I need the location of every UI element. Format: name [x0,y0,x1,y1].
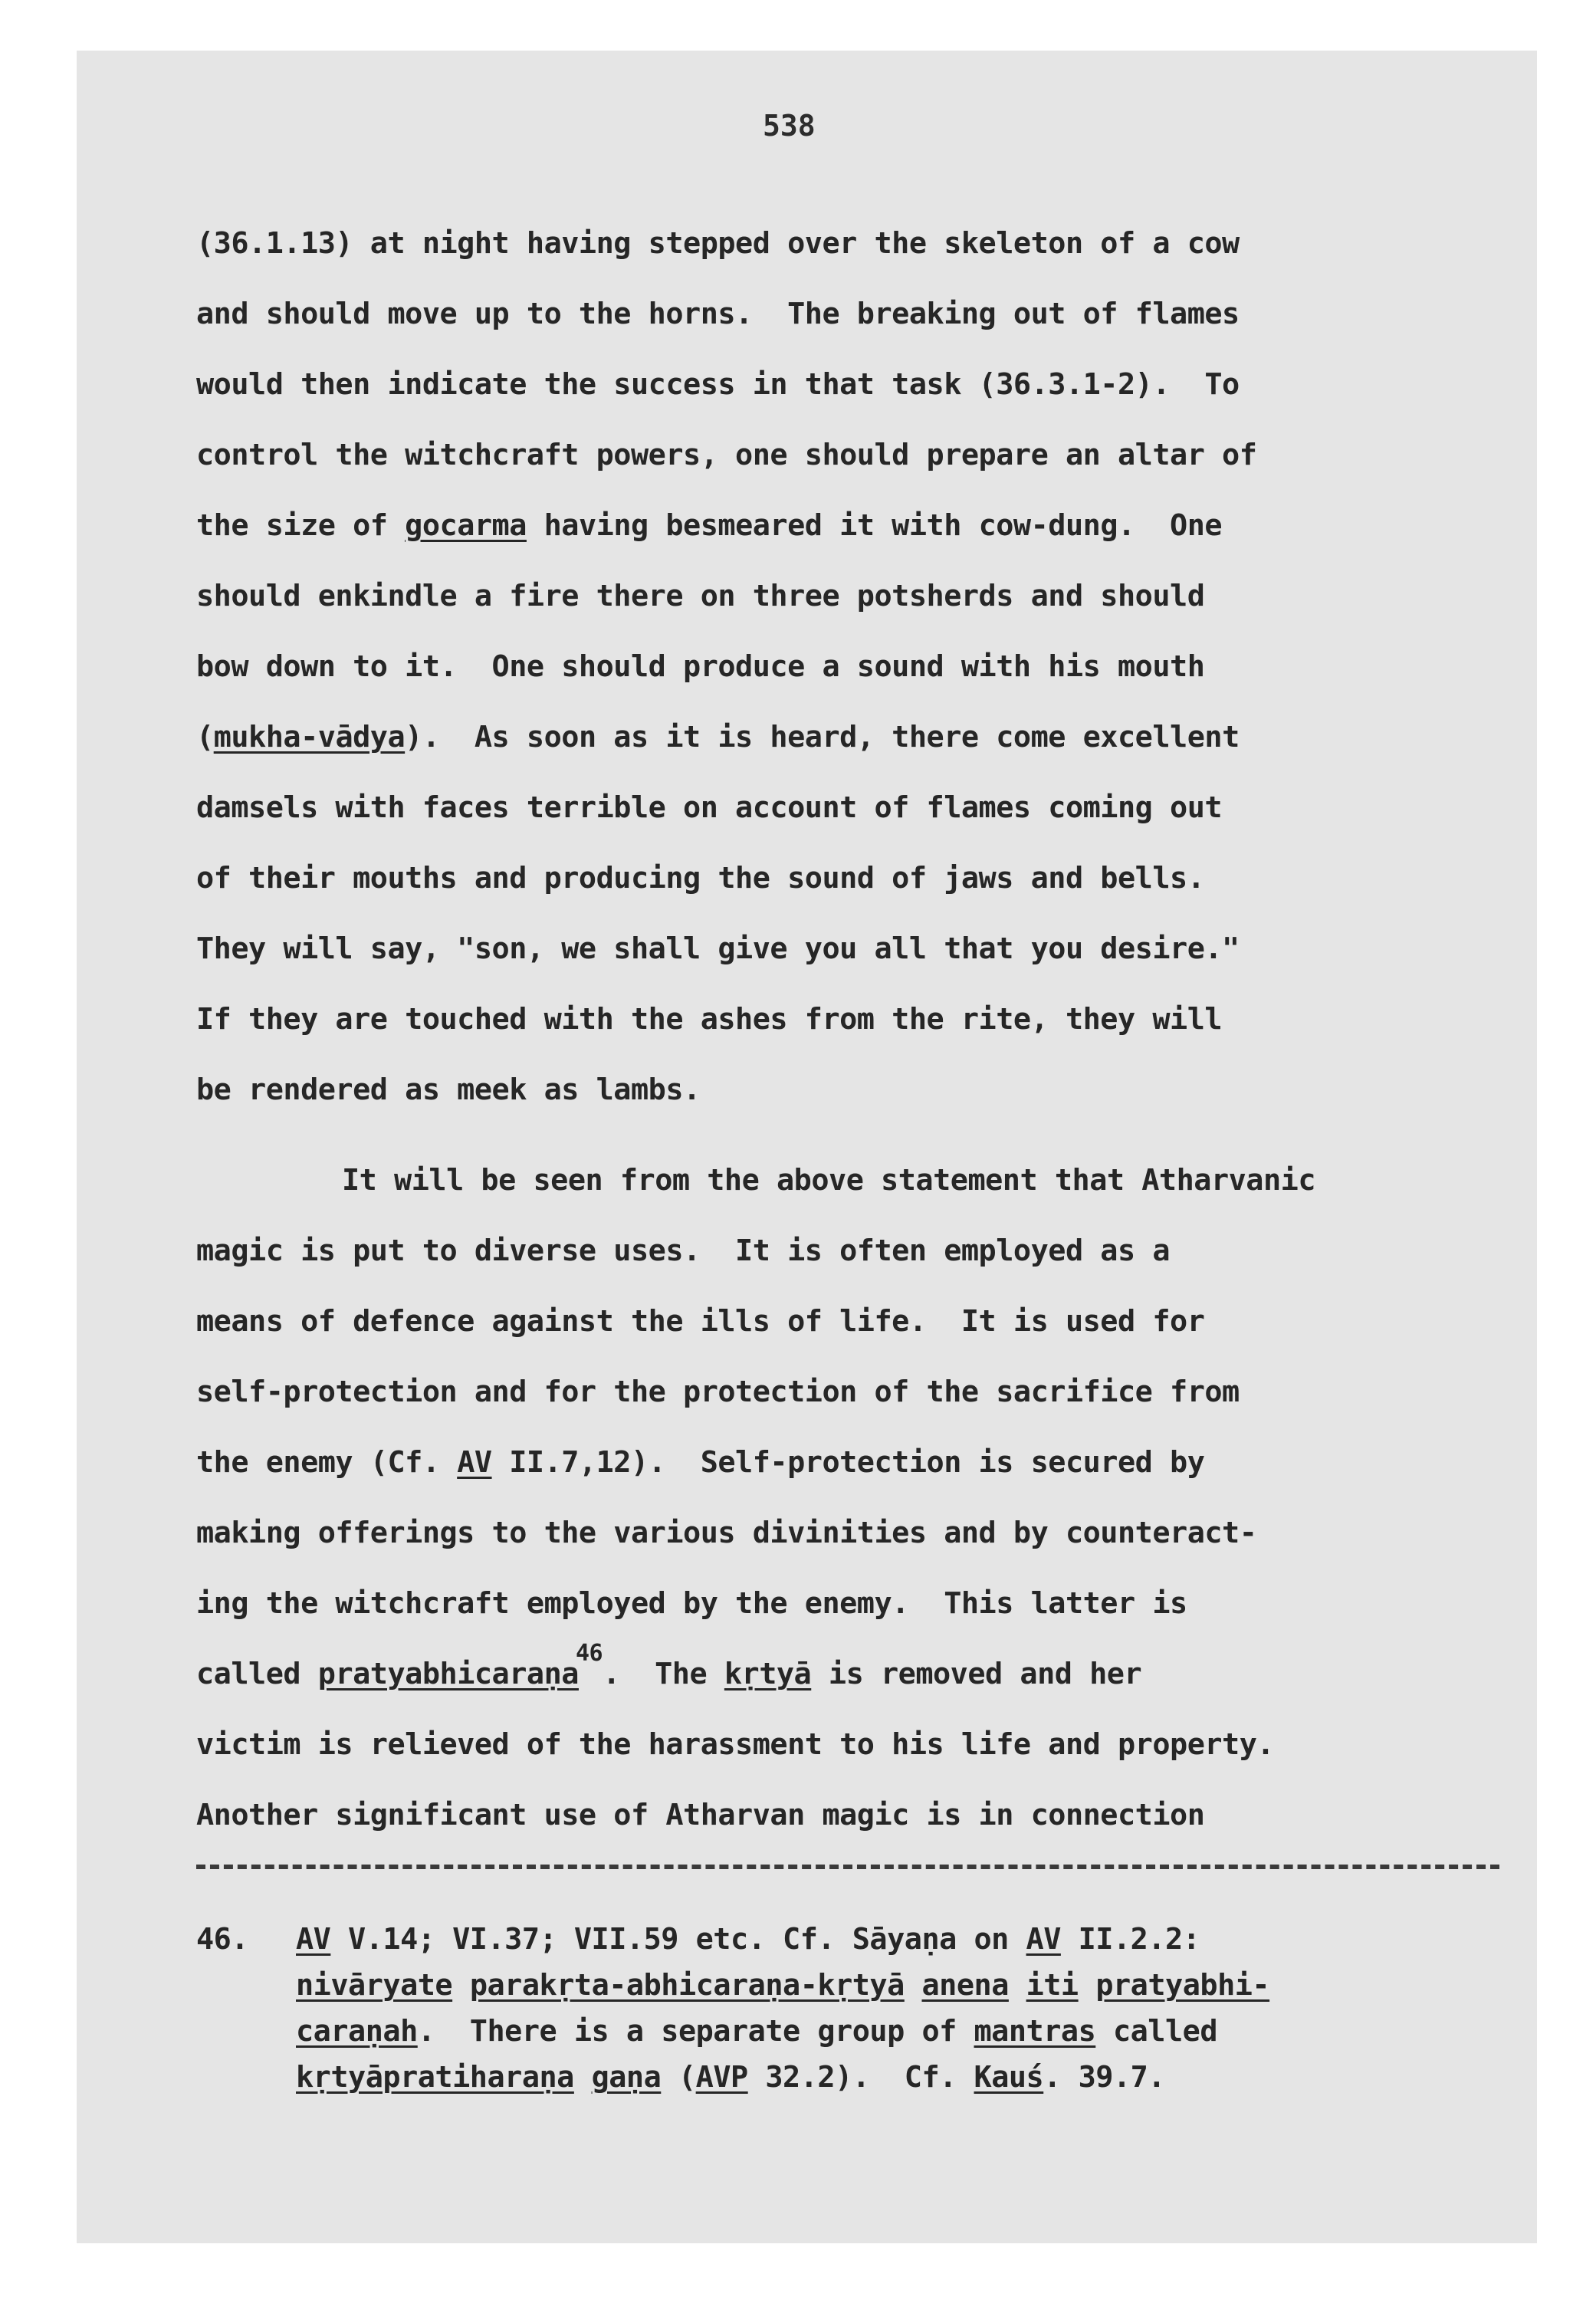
text-line: control the witchcraft powers, one should prepare an altar of [196,438,1257,472]
text-run: is removed and her [811,1657,1142,1691]
text-line: damsels with faces terrible on account of flames coming out [196,790,1223,825]
underlined-term: Kauś [974,2060,1044,2095]
text-line [196,491,1515,561]
text-run: 32.2). Cf. [747,2060,974,2095]
text-line [196,702,1515,773]
underlined-term: mantras [974,2014,1096,2049]
text-line: They will say, "son, we shall give you all that you desire." [196,932,1240,966]
underlined-term: parakṛta-abhicaraṇa-kṛtyā [469,1968,905,2003]
footnote-line [296,2009,1515,2055]
text-line: If they are touched with the ashes from the rite, they will [196,1002,1223,1037]
text-run: ). As soon as it is heard, there come excellent [405,720,1240,754]
text-run: the size of [196,508,406,543]
footnote-line [296,1963,1515,2009]
text-run [1009,1968,1026,2003]
text-line: should enkindle a fire there on three potsherds and should [196,579,1205,613]
page-number: 538 [763,109,816,143]
text-run: . The [603,1657,724,1691]
text-line: ing the witchcraft employed by the enemy. This latter is [196,1586,1187,1621]
text-run: called [1095,2014,1218,2049]
paragraph-1 [196,209,1515,1125]
underlined-term: caraṇah [296,2014,418,2049]
underlined-term: anena [921,1968,1009,2003]
footnote-separator [196,1865,1499,1869]
text-line [196,1428,1515,1498]
footnote-reference: 46 [575,1640,603,1667]
text-run: ( [196,720,214,754]
footnote-body [196,1917,1515,2101]
underlined-term: pratyabhi- [1095,1968,1270,2003]
text-line: It will be seen from the above statement that Atharvanic [342,1163,1316,1198]
underlined-term: AV [296,1922,331,1957]
underlined-term: AV [457,1445,492,1480]
underlined-term: gaṇa [591,2060,662,2095]
footnote-line [296,2055,1515,2101]
text-line: (36.1.13) at night having stepped over the skeleton of a cow [196,226,1240,261]
underlined-term: iti [1026,1968,1079,2003]
text-run: . 39.7. [1043,2060,1165,2095]
body-text [196,209,1515,1851]
text-run [452,1968,470,2003]
footnote-line [296,1917,1515,1963]
text-line: victim is relieved of the harassment to his life and property. [196,1727,1275,1762]
underlined-term: kṛtyāpratiharaṇa [296,2060,574,2095]
text-run [1079,1968,1096,2003]
underlined-term: kṛtyā [724,1657,812,1691]
text-run: ( [661,2060,696,2095]
text-line: self-protection and for the protection of the sacrifice from [196,1375,1240,1409]
text-run: II.2.2: [1060,1922,1200,1957]
text-run: having besmeared it with cow-dung. One [526,508,1223,543]
text-run: called [196,1657,318,1691]
text-run [574,2060,592,2095]
paragraph-2 [196,1145,1515,1851]
text-line: magic is put to diverse uses. It is often employed as a [196,1234,1171,1268]
underlined-term: AVP [695,2060,748,2095]
text-run [905,1968,922,2003]
text-line: of their mouths and producing the sound of jaws and bells. [196,861,1205,895]
text-run: . There is a separate group of [417,2014,974,2049]
text-line: be rendered as meek as lambs. [196,1073,701,1107]
underlined-term: nivāryate [296,1968,453,2003]
footnote-number: 46. [196,1922,249,1957]
text-line: bow down to it. One should produce a sound with his mouth [196,649,1205,684]
text-run: II.7,12). Self-protection is secured by [491,1445,1205,1480]
underlined-term: mukha-vādya [213,720,406,754]
text-line [196,1639,1515,1710]
text-line: making offerings to the various divinities and by counteract- [196,1516,1257,1550]
text-run: V.14; VI.37; VII.59 etc. Cf. Sāyaṇa on [330,1922,1026,1957]
underlined-term: AV [1026,1922,1061,1957]
underlined-term: gocarma [405,508,527,543]
text-line: Another significant use of Atharvan magic is in connection [196,1798,1205,1832]
footnote [196,1917,1515,2101]
text-line: would then indicate the success in that task (36.3.1-2). To [196,367,1240,402]
text-line: and should move up to the horns. The breaking out of flames [196,297,1240,331]
underlined-term: pratyabhicaraṇa [317,1657,579,1691]
text-run: the enemy (Cf. [196,1445,458,1480]
text-line: means of defence against the ills of life. It is used for [196,1304,1205,1339]
